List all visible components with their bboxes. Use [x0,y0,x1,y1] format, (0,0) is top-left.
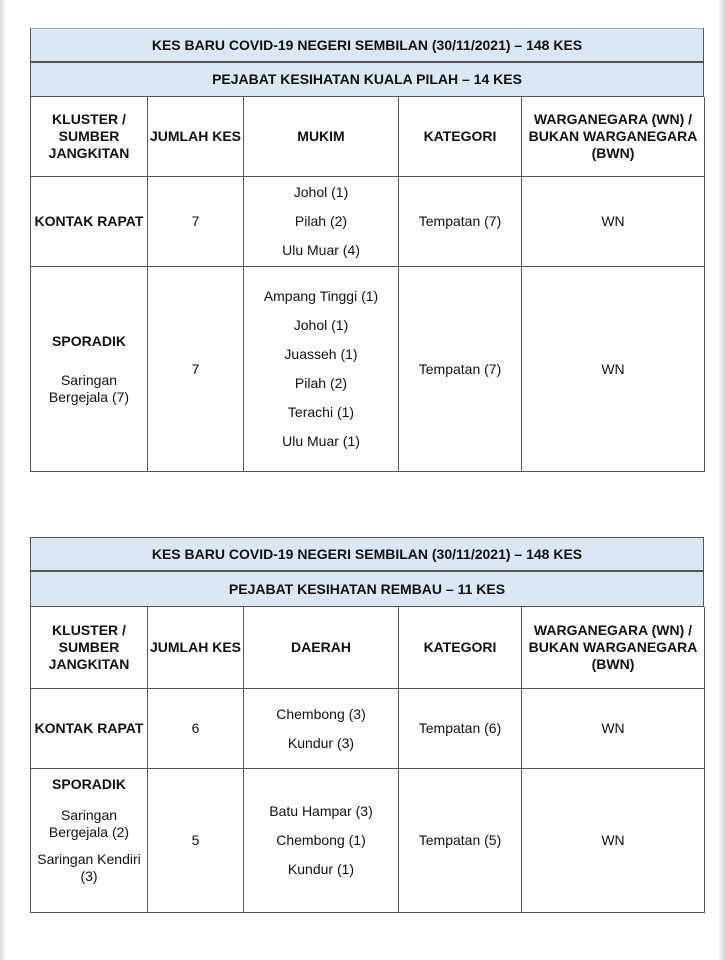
header-cluster: KLUSTER / SUMBER JANGKITAN [31,97,148,177]
header-cluster: KLUSTER / SUMBER JANGKITAN [31,607,148,689]
page-left-shadow [0,0,6,960]
office-title: PEJABAT KESIHATAN REMBAU – 11 KES [30,571,704,607]
area-item: Terachi (1) [287,404,355,420]
header-category: KATEGORI [399,607,522,689]
header-area: MUKIM [244,97,399,177]
case-grid [30,97,704,472]
citizenship-cell: WN [522,177,705,267]
category-cell: Tempatan (5) [399,769,522,913]
office-title: PEJABAT KESIHATAN KUALA PILAH – 14 KES [30,62,704,97]
case-grid [30,607,704,913]
area-item: Pilah (2) [294,375,348,391]
area-item: Chembong (1) [276,832,366,848]
citizenship-cell: WN [522,769,705,913]
area-item: Johol (1) [293,317,349,333]
cluster-cell [31,689,148,769]
header-citizenship: WARGANEGARA (WN) / BUKAN WARGANEGARA (BWN) [522,607,705,689]
cluster-cell [31,769,148,913]
area-cell [244,267,399,472]
cluster-name: KONTAK RAPAT [34,720,144,736]
citizenship-cell: WN [522,267,705,472]
area-item: Batu Hampar (3) [269,803,373,819]
cluster-name: KONTAK RAPAT [34,213,144,229]
case-table-kuala-pilah [30,28,704,472]
area-item: Ampang Tinggi (1) [263,288,379,304]
category-cell: Tempatan (7) [399,267,522,472]
table-title: KES BARU COVID-19 NEGERI SEMBILAN (30/11/2021) – 148 KES [30,537,704,571]
category-cell: Tempatan (6) [399,689,522,769]
area-cell [244,689,399,769]
area-item: Kundur (1) [287,861,355,877]
citizenship-cell: WN [522,689,705,769]
area-cell [244,769,399,913]
area-item: Ulu Muar (1) [282,433,360,449]
cluster-cell [31,177,148,267]
area-item: Juasseh (1) [284,346,358,362]
area-item: Ulu Muar (4) [282,242,360,258]
cluster-name: SPORADIK [52,776,126,792]
count-cell: 7 [148,267,244,472]
header-count: JUMLAH KES [148,97,244,177]
header-citizenship: WARGANEGARA (WN) / BUKAN WARGANEGARA (BWN) [522,97,705,177]
category-cell: Tempatan (7) [399,177,522,267]
cluster-cell [31,267,148,472]
page-right-shadow [718,0,726,960]
table-title: KES BARU COVID-19 NEGERI SEMBILAN (30/11/2021) – 148 KES [30,28,704,62]
header-category: KATEGORI [399,97,522,177]
area-item: Johol (1) [293,184,349,200]
cluster-sub: Saringan Bergejala (7) [48,371,130,405]
count-cell: 6 [148,689,244,769]
cluster-sub: Saringan Kendiri (3) [37,851,141,884]
count-cell: 5 [148,769,244,913]
area-item: Chembong (3) [276,705,366,722]
area-item: Pilah (2) [294,213,348,229]
area-item: Kundur (3) [287,734,355,751]
cluster-name: SPORADIK [52,332,126,349]
case-table-rembau [30,537,704,913]
count-cell: 7 [148,177,244,267]
header-area: DAERAH [244,607,399,689]
cluster-sub: Saringan Bergejala (2) [48,807,130,840]
area-cell [244,177,399,267]
header-count: JUMLAH KES [148,607,244,689]
